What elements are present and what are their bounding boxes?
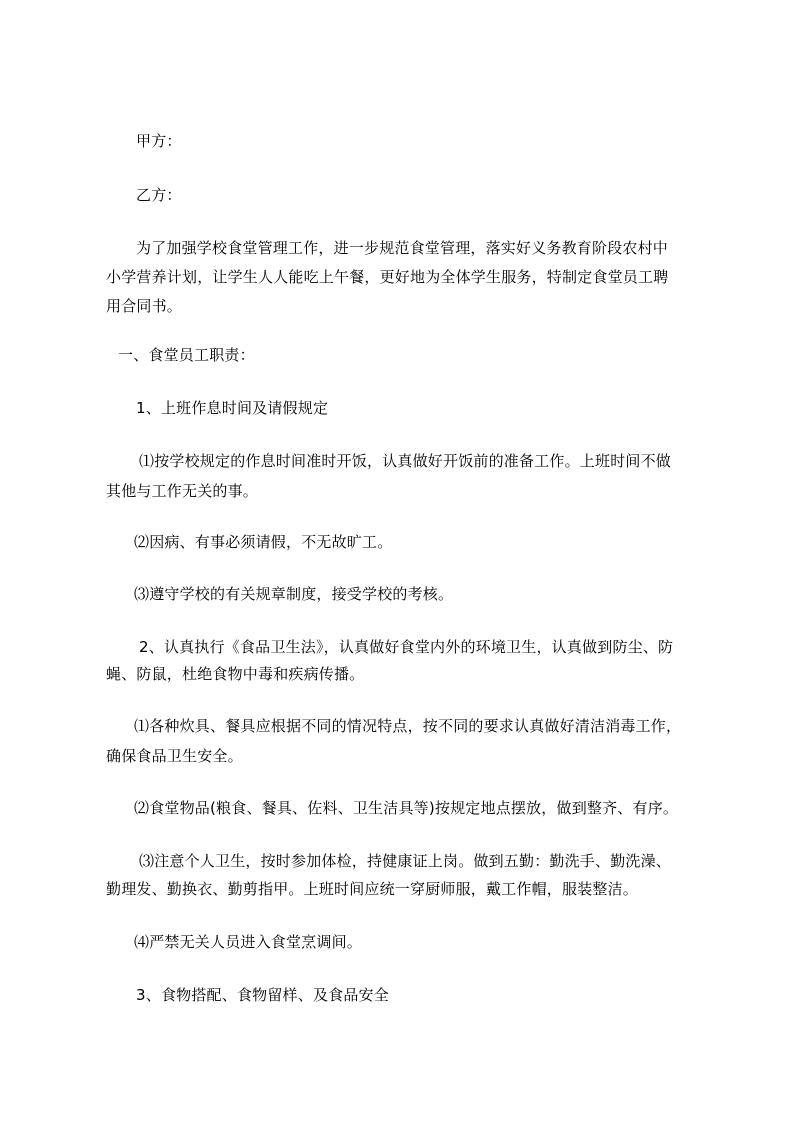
item-1-sub-1-line-1: ⑴按学校规定的作息时间准时开饭，认真做好开饭前的准备工作。上班时间不做 [139,452,672,470]
item-3-heading: 3、食物搭配、食物留样、及食品安全 [136,986,389,1004]
item-1-sub-3: ⑶遵守学校的有关规章制度，接受学校的考核。 [134,585,454,603]
item-2-line-1: 2、认真执行《食品卫生法》，认真做好食堂内外的环境卫生，认真做到防尘、防 [139,638,674,656]
party-a-label: 甲方： [136,132,182,150]
item-2-sub-1-line-2: 确保食品卫生安全。 [106,747,243,765]
intro-line-1: 为了加强学校食堂管理工作，进一步规范食堂管理，落实好义务教育阶段农村中 [136,239,669,257]
item-2-sub-4: ⑷严禁无关人员进入食堂烹调间。 [134,933,363,951]
intro-line-3: 用合同书。 [106,297,183,315]
party-b-label: 乙方： [136,186,182,204]
item-2-sub-3-line-1: ⑶注意个人卫生，按时参加体检，持健康证上岗。做到五勤：勤洗手、勤洗澡、 [139,852,672,870]
section-1-heading: 一、食堂员工职责： [118,346,255,364]
item-2-sub-3-line-2: 勤理发、勤换衣、勤剪指甲。上班时间应统一穿厨师服，戴工作帽，服装整洁。 [106,880,639,898]
item-1-sub-1-line-2: 其他与工作无关的事。 [106,482,259,500]
item-1-heading: 1、上班作息时间及请假规定 [136,399,329,417]
item-1-sub-2: ⑵因病、有事必须请假，不无故旷工。 [134,533,393,551]
item-2-line-2: 蝇、防鼠，杜绝食物中毒和疾病传播。 [106,665,365,683]
item-2-sub-1-line-1: ⑴各种炊具、餐具应根据不同的情况特点，按不同的要求认真做好清洁消毒工作， [134,717,682,735]
intro-line-2: 小学营养计划，让学生人人能吃上午餐，更好地为全体学生服务，特制定食堂员工聘 [106,268,669,286]
item-2-sub-2: ⑵食堂物品(粮食、餐具、佐料、卫生洁具等)按规定地点摆放，做到整齐、有序。 [134,799,679,817]
